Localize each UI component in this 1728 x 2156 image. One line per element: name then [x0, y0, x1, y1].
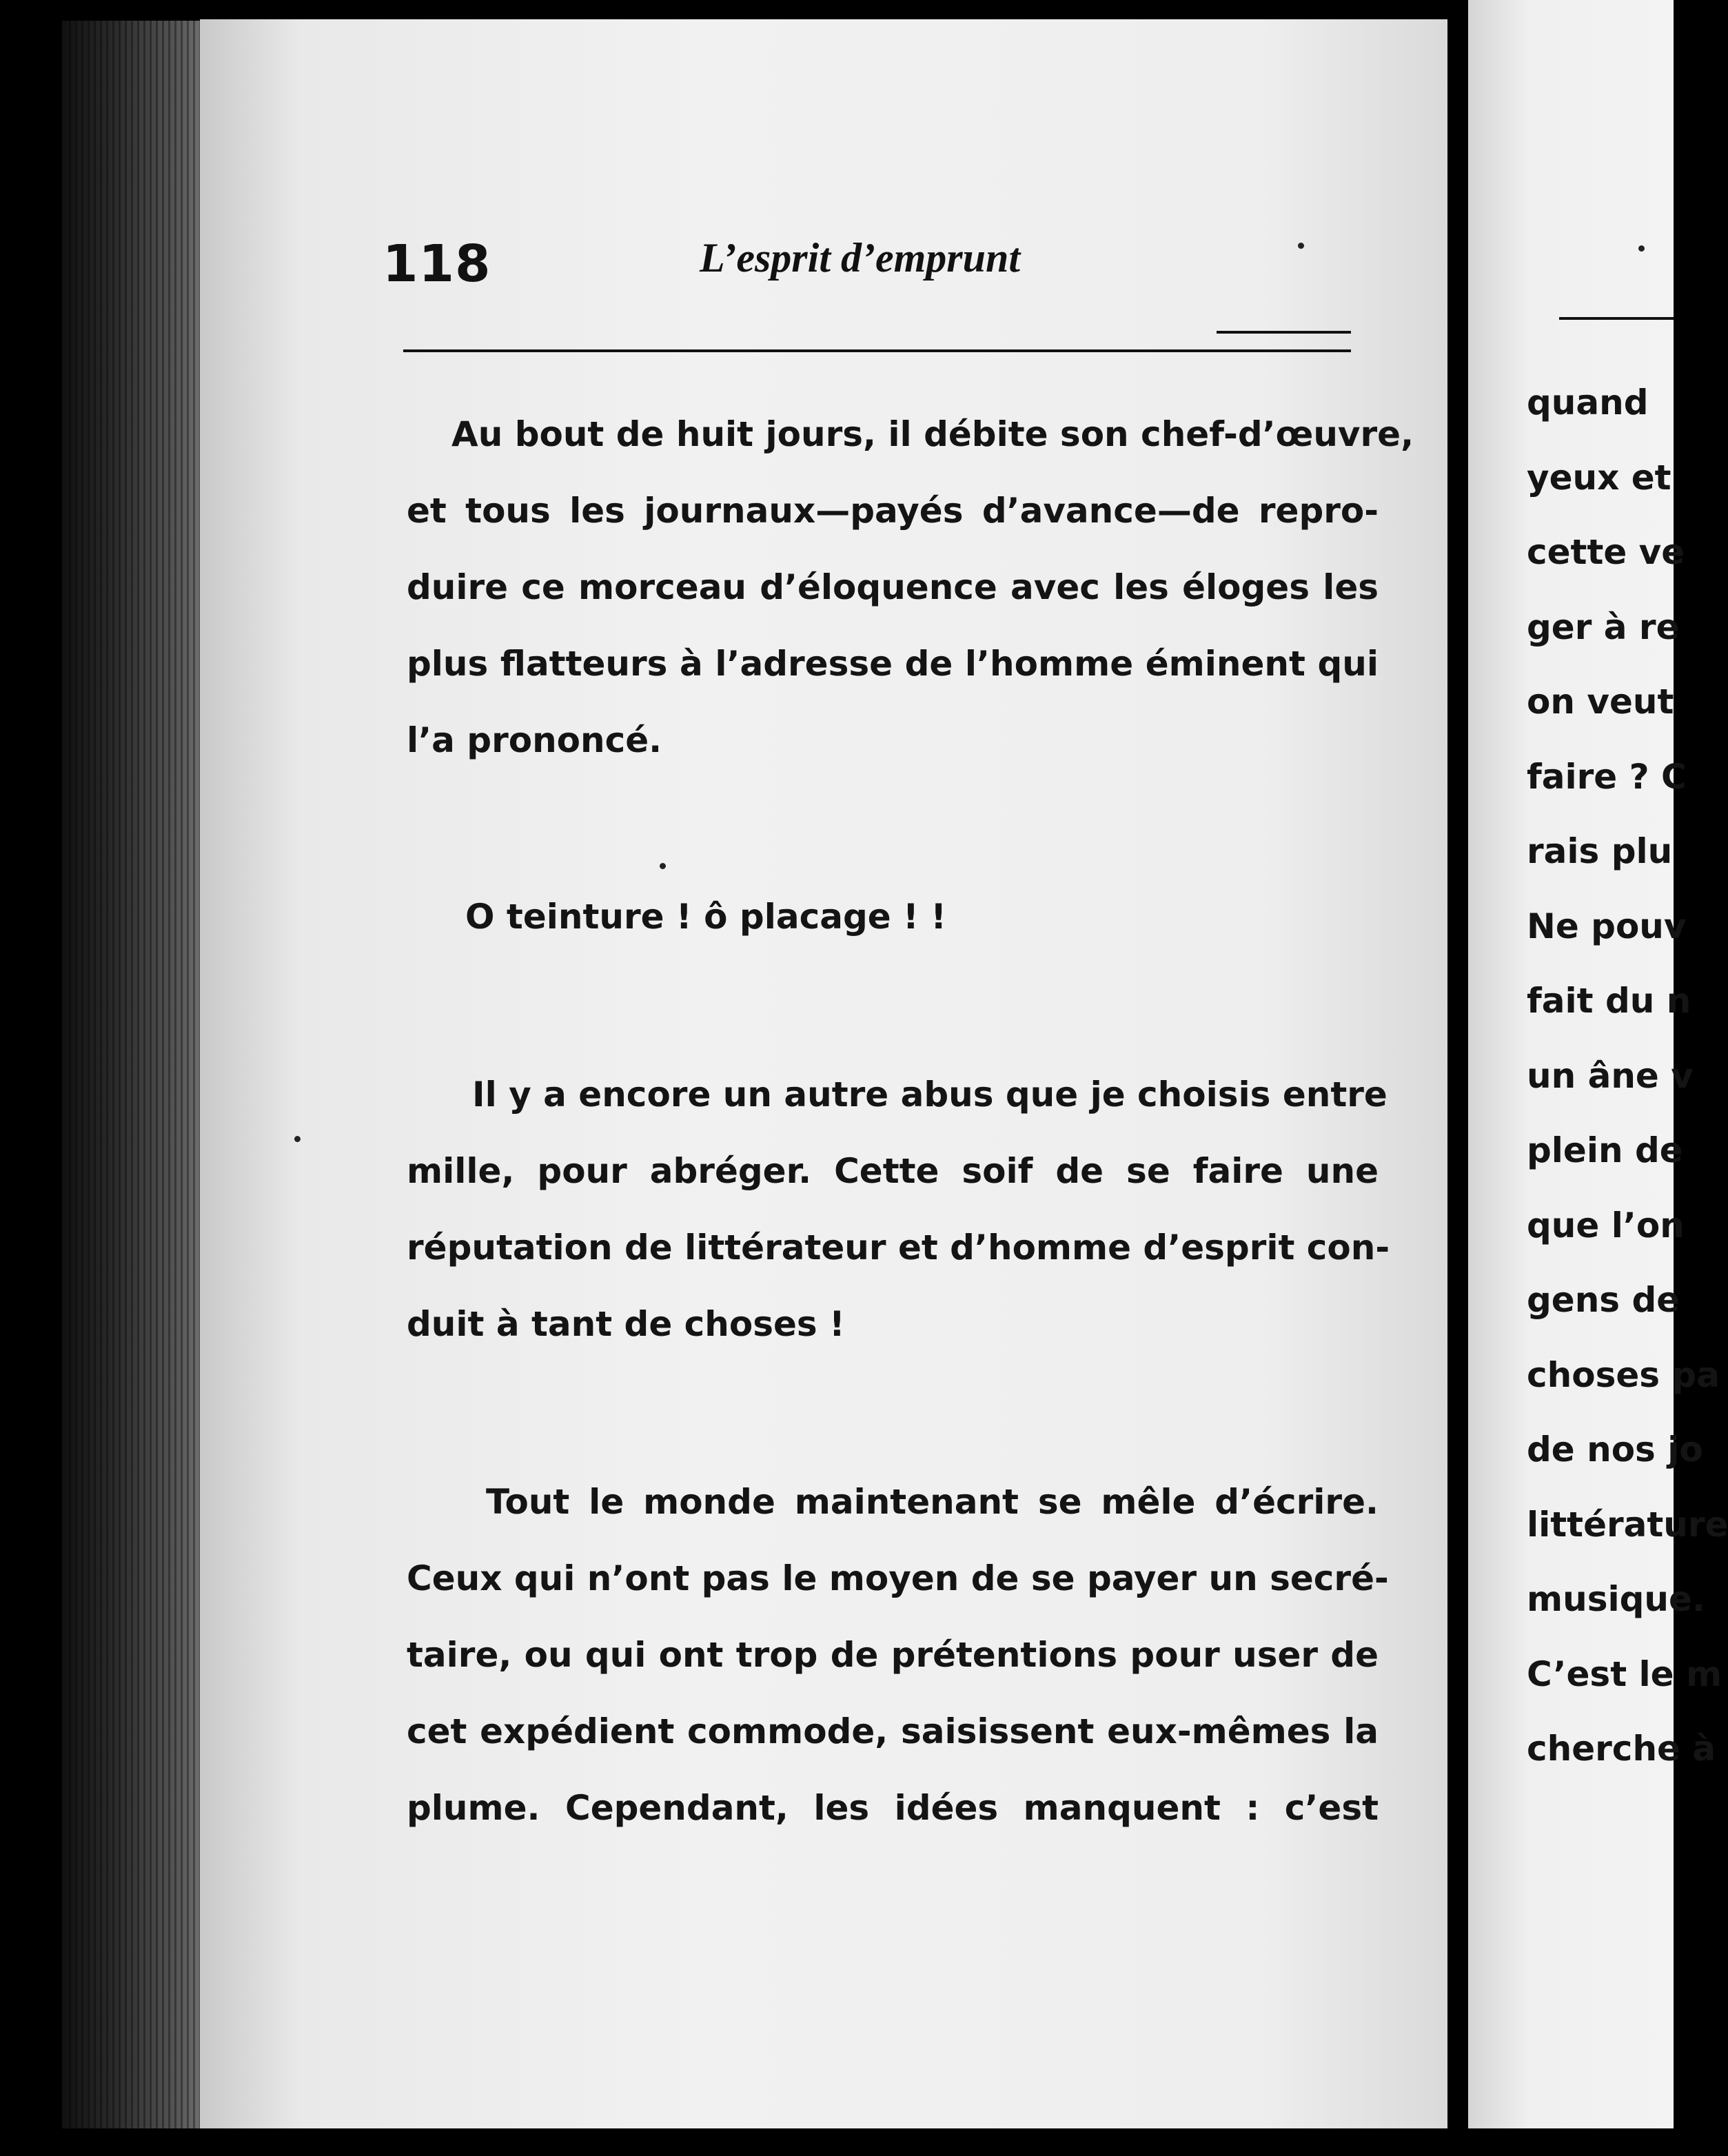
text-line: Ceux qui n’ont pas le moyen de se payer un secré-	[407, 1558, 1389, 1598]
right-page-text	[1527, 365, 1728, 1787]
text-line: duire ce morceau d’éloquence avec les éloges les	[407, 567, 1379, 607]
paragraph-3	[407, 1057, 1390, 1363]
text-line: Il y a encore un autre abus que je choisis entre	[472, 1075, 1388, 1115]
header-rule	[403, 349, 1351, 352]
text-line: cette ve	[1527, 532, 1685, 572]
text-line: rais plu	[1527, 831, 1673, 871]
text-line: littérature	[1527, 1504, 1728, 1545]
running-title: L’esprit d’emprunt	[700, 235, 1021, 281]
text-line: taire, ou qui ont trop de prétentions pour user de	[407, 1635, 1379, 1675]
header-rule-accent	[1217, 331, 1351, 334]
print-speck	[1298, 243, 1304, 249]
text-line: plein de	[1527, 1130, 1683, 1170]
text-line: faire ? C	[1527, 756, 1687, 797]
text-line: ger à re	[1527, 607, 1680, 647]
text-line: duit à tant de choses !	[407, 1304, 845, 1344]
print-speck	[660, 863, 666, 869]
page-number: 118	[383, 234, 491, 294]
text-line: fait du n	[1527, 981, 1691, 1021]
scan-bottom-margin	[0, 2128, 1674, 2156]
text-line: que l’on	[1527, 1205, 1685, 1245]
text-line: choses pa	[1527, 1354, 1720, 1395]
text-line: yeux et	[1527, 457, 1671, 498]
print-speck	[294, 1136, 301, 1142]
text-line: de nos jo	[1527, 1430, 1703, 1469]
page-header	[383, 234, 1348, 296]
text-line: Tout le monde maintenant se mêle d’écrire.	[486, 1482, 1379, 1522]
text-line: un âne v	[1527, 1055, 1694, 1096]
text-line: C’est le m	[1527, 1654, 1722, 1694]
text-line: l’a prononcé.	[407, 720, 662, 760]
paragraph-2	[407, 879, 1379, 955]
text-line: plume. Cependant, les idées manquent : c’est	[407, 1788, 1379, 1828]
paragraph-1	[407, 396, 1414, 779]
text-line: on veut	[1527, 682, 1674, 722]
text-line: mille, pour abréger. Cette soif de se faire une	[407, 1151, 1379, 1191]
right-page-header-rule	[1559, 317, 1674, 320]
text-line: musique.	[1527, 1579, 1705, 1619]
text-line: Au bout de huit jours, il débite son chef-d’œuvre,	[451, 414, 1414, 454]
text-line: Ne pouv	[1527, 906, 1687, 946]
text-line: O teinture ! ô placage ! !	[465, 897, 947, 937]
text-line: gens de	[1527, 1280, 1680, 1320]
print-speck	[1638, 245, 1645, 252]
text-line: et tous les journaux—payés d’avance—de repro-	[407, 491, 1379, 531]
text-line: réputation de littérateur et d’homme d’esprit con-	[407, 1228, 1390, 1268]
text-line: cet expédient commode, saisissent eux-mêmes la	[407, 1711, 1379, 1751]
text-line: cherche à	[1527, 1729, 1716, 1769]
text-line: quand	[1527, 383, 1649, 423]
page-body	[407, 396, 1414, 1847]
text-line: plus flatteurs à l’adresse de l’homme éminent qui	[407, 644, 1379, 684]
paragraph-4	[407, 1464, 1389, 1847]
page-edge-texture	[69, 21, 207, 2144]
